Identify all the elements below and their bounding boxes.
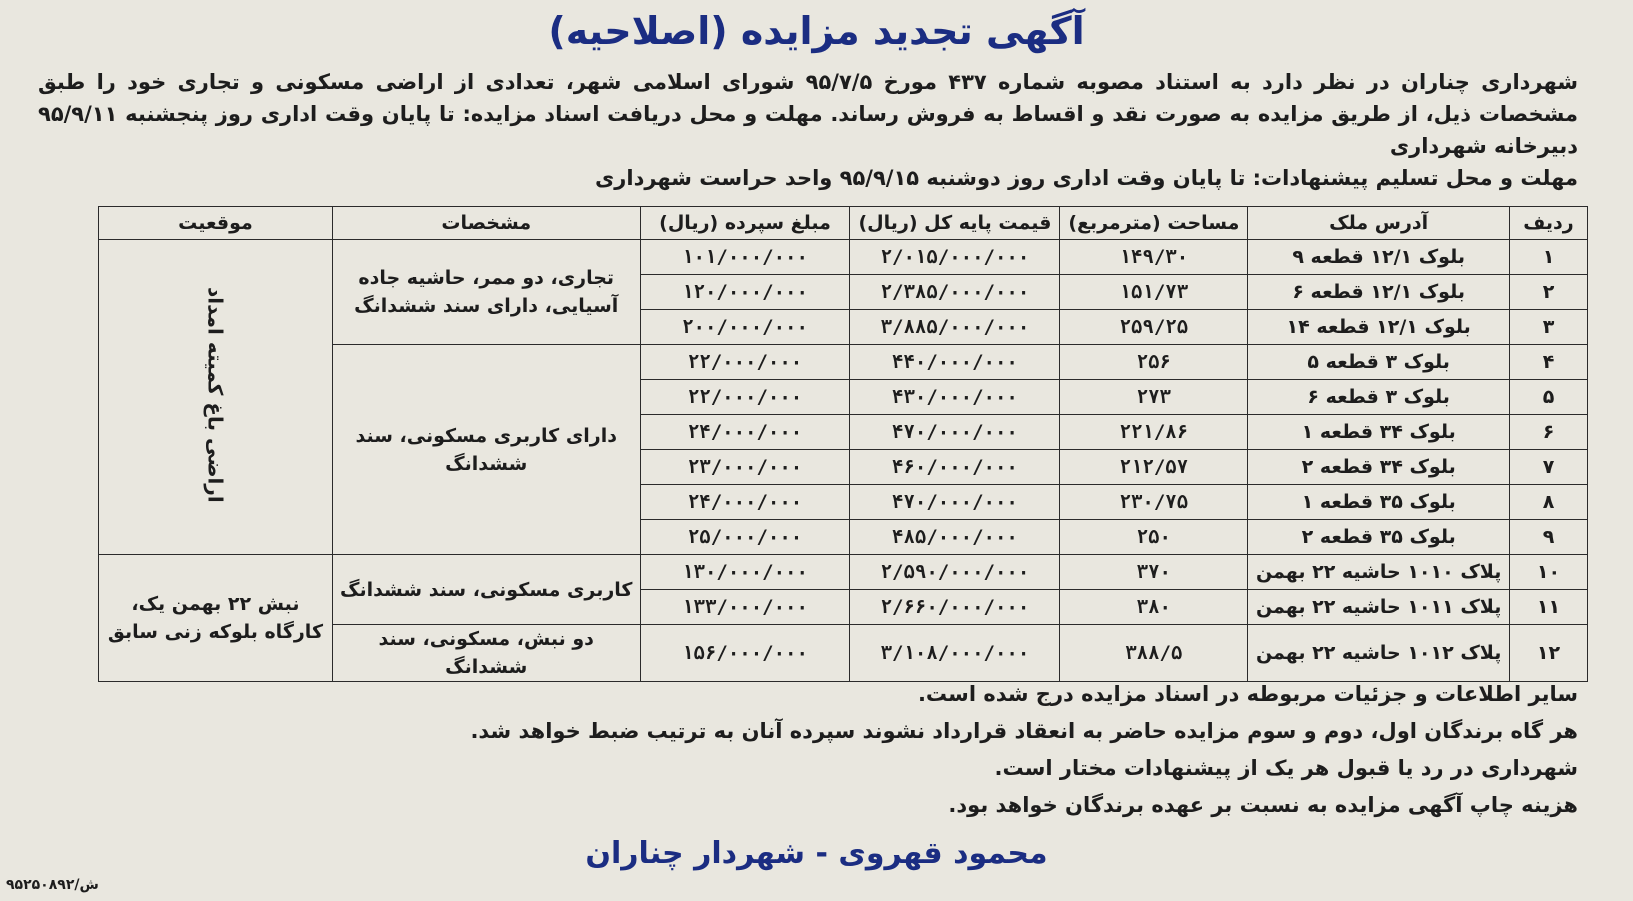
header-row-number: ردیف: [1510, 207, 1588, 240]
property-area: ۳۸۰: [1060, 590, 1248, 625]
property-address: بلوک ۳ قطعه ۵: [1248, 345, 1510, 380]
property-area: ۳۷۰: [1060, 555, 1248, 590]
property-area: ۲۱۲/۵۷: [1060, 450, 1248, 485]
intro-paragraph-2: مهلت و محل تسلیم پیشنهادات: تا پایان وقت اداری روز دوشنبه ۹۵/۹/۱۵ واحد حراست شهرداری: [595, 166, 1578, 190]
property-area: ۲۵۰: [1060, 520, 1248, 555]
note-item: هزینه چاپ آگهی مزایده به نسبت بر عهده برندگان خواهد بود.: [948, 793, 1578, 817]
intro-text: [38, 66, 1578, 194]
property-address: بلوک ۳۵ قطعه ۱: [1248, 485, 1510, 520]
property-area: ۲۲۱/۸۶: [1060, 415, 1248, 450]
property-area: ۱۴۹/۳۰: [1060, 240, 1248, 275]
table-header-row: [99, 207, 1588, 240]
property-address: پلاک ۱۰۱۲ حاشیه ۲۲ بهمن: [1248, 625, 1510, 682]
deposit-amount: ۲۳/۰۰۰/۰۰۰: [640, 450, 850, 485]
header-location: موقعیت: [99, 207, 333, 240]
header-deposit: مبلغ سپرده (ریال): [640, 207, 850, 240]
table-row: [99, 555, 1588, 590]
row-number: ۷: [1510, 450, 1588, 485]
row-number: ۲: [1510, 275, 1588, 310]
deposit-amount: ۱۳۳/۰۰۰/۰۰۰: [640, 590, 850, 625]
specification-residential: دارای کاربری مسکونی، سند ششدانگ: [332, 345, 640, 555]
property-area: ۲۳۰/۷۵: [1060, 485, 1248, 520]
notice-title: آگهی تجدید مزایده (اصلاحیه): [548, 9, 1085, 53]
deposit-amount: ۲۵/۰۰۰/۰۰۰: [640, 520, 850, 555]
property-area: ۲۵۶: [1060, 345, 1248, 380]
base-price: ۴۶۰/۰۰۰/۰۰۰: [850, 450, 1060, 485]
deposit-amount: ۲۰۰/۰۰۰/۰۰۰: [640, 310, 850, 345]
property-address: بلوک ۱۲/۱ قطعه ۱۴: [1248, 310, 1510, 345]
note-item: سایر اطلاعات و جزئیات مربوطه در اسناد مزایده درج شده است.: [917, 682, 1578, 706]
property-address: بلوک ۳۴ قطعه ۱: [1248, 415, 1510, 450]
property-address: پلاک ۱۰۱۰ حاشیه ۲۲ بهمن: [1248, 555, 1510, 590]
property-area: ۲۷۳: [1060, 380, 1248, 415]
base-price: ۴۷۰/۰۰۰/۰۰۰: [850, 485, 1060, 520]
specification-residential-plot: کاربری مسکونی، سند ششدانگ: [332, 555, 640, 625]
table-row: [99, 240, 1588, 275]
property-area: ۲۵۹/۲۵: [1060, 310, 1248, 345]
properties-table: [98, 206, 1588, 682]
row-number: ۹: [1510, 520, 1588, 555]
base-price: ۲/۶۶۰/۰۰۰/۰۰۰: [850, 590, 1060, 625]
header-area: مساحت (مترمربع): [1060, 207, 1248, 240]
base-price: ۲/۳۸۵/۰۰۰/۰۰۰: [850, 275, 1060, 310]
note-item: هر گاه برندگان اول، دوم و سوم مزایده حاضر به انعقاد قرارداد نشوند سپرده آنان به ترتیب ضبط خواهد شد.: [470, 719, 1578, 743]
header-specification: مشخصات: [332, 207, 640, 240]
row-number: ۳: [1510, 310, 1588, 345]
base-price: ۲/۰۱۵/۰۰۰/۰۰۰: [850, 240, 1060, 275]
row-number: ۸: [1510, 485, 1588, 520]
row-number: ۱۰: [1510, 555, 1588, 590]
property-address: بلوک ۳۴ قطعه ۲: [1248, 450, 1510, 485]
deposit-amount: ۱۵۶/۰۰۰/۰۰۰: [640, 625, 850, 682]
location-cell: [99, 240, 333, 555]
row-number: ۵: [1510, 380, 1588, 415]
base-price: ۴۷۰/۰۰۰/۰۰۰: [850, 415, 1060, 450]
deposit-amount: ۲۴/۰۰۰/۰۰۰: [640, 485, 850, 520]
row-number: ۴: [1510, 345, 1588, 380]
deposit-amount: ۱۲۰/۰۰۰/۰۰۰: [640, 275, 850, 310]
deposit-amount: ۲۴/۰۰۰/۰۰۰: [640, 415, 850, 450]
header-address: آدرس ملک: [1248, 207, 1510, 240]
base-price: ۴۸۵/۰۰۰/۰۰۰: [850, 520, 1060, 555]
intro-paragraph-1: شهرداری چناران در نظر دارد به استناد مصوبه شماره ۴۳۷ مورخ ۹۵/۷/۵ شورای اسلامی شهر، تعدادی از اراضی مسکونی و تجاری خود را طبق مشخصات ذیل، از طریق مزایده به صورت نقد و اقساط به فروش رساند. مهلت و محل دریافت اسناد مزایده: تا پایان وقت اداری روز پنجشنبه ۹۵/۹/۱۱ دبیرخانه شهرداری: [38, 70, 1579, 158]
property-area: ۱۵۱/۷۳: [1060, 275, 1248, 310]
location-vertical-text: اراضی باغ کمیته امداد: [203, 286, 228, 503]
property-area: ۳۸۸/۵: [1060, 625, 1248, 682]
row-number: ۶: [1510, 415, 1588, 450]
row-number: ۱: [1510, 240, 1588, 275]
property-address: بلوک ۱۲/۱ قطعه ۹: [1248, 240, 1510, 275]
base-price: ۳/۱۰۸/۰۰۰/۰۰۰: [850, 625, 1060, 682]
property-address: پلاک ۱۰۱۱ حاشیه ۲۲ بهمن: [1248, 590, 1510, 625]
note-item: شهرداری در رد یا قبول هر یک از پیشنهادات مختار است.: [994, 756, 1578, 780]
header-base-price: قیمت پایه کل (ریال): [850, 207, 1060, 240]
row-number: ۱۲: [1510, 625, 1588, 682]
base-price: ۴۴۰/۰۰۰/۰۰۰: [850, 345, 1060, 380]
ad-code: ۹۵۲۵۰۸۹۲/ش: [6, 877, 99, 893]
base-price: ۴۳۰/۰۰۰/۰۰۰: [850, 380, 1060, 415]
property-address: بلوک ۳ قطعه ۶: [1248, 380, 1510, 415]
specification-corner: دو نبش، مسکونی، سند ششدانگ: [332, 625, 640, 682]
specification-commercial: تجاری، دو ممر، حاشیه جاده آسیایی، دارای سند ششدانگ: [332, 240, 640, 345]
base-price: ۲/۵۹۰/۰۰۰/۰۰۰: [850, 555, 1060, 590]
deposit-amount: ۱۳۰/۰۰۰/۰۰۰: [640, 555, 850, 590]
deposit-amount: ۱۰۱/۰۰۰/۰۰۰: [640, 240, 850, 275]
notes-section: [38, 676, 1578, 824]
deposit-amount: ۲۲/۰۰۰/۰۰۰: [640, 345, 850, 380]
base-price: ۳/۸۸۵/۰۰۰/۰۰۰: [850, 310, 1060, 345]
location-22-bahman: نبش ۲۲ بهمن یک، کارگاه بلوکه زنی سابق: [99, 555, 333, 682]
mayor-signature: محمود قهروی - شهردار چناران: [585, 836, 1048, 871]
property-address: بلوک ۱۲/۱ قطعه ۶: [1248, 275, 1510, 310]
row-number: ۱۱: [1510, 590, 1588, 625]
deposit-amount: ۲۲/۰۰۰/۰۰۰: [640, 380, 850, 415]
property-address: بلوک ۳۵ قطعه ۲: [1248, 520, 1510, 555]
